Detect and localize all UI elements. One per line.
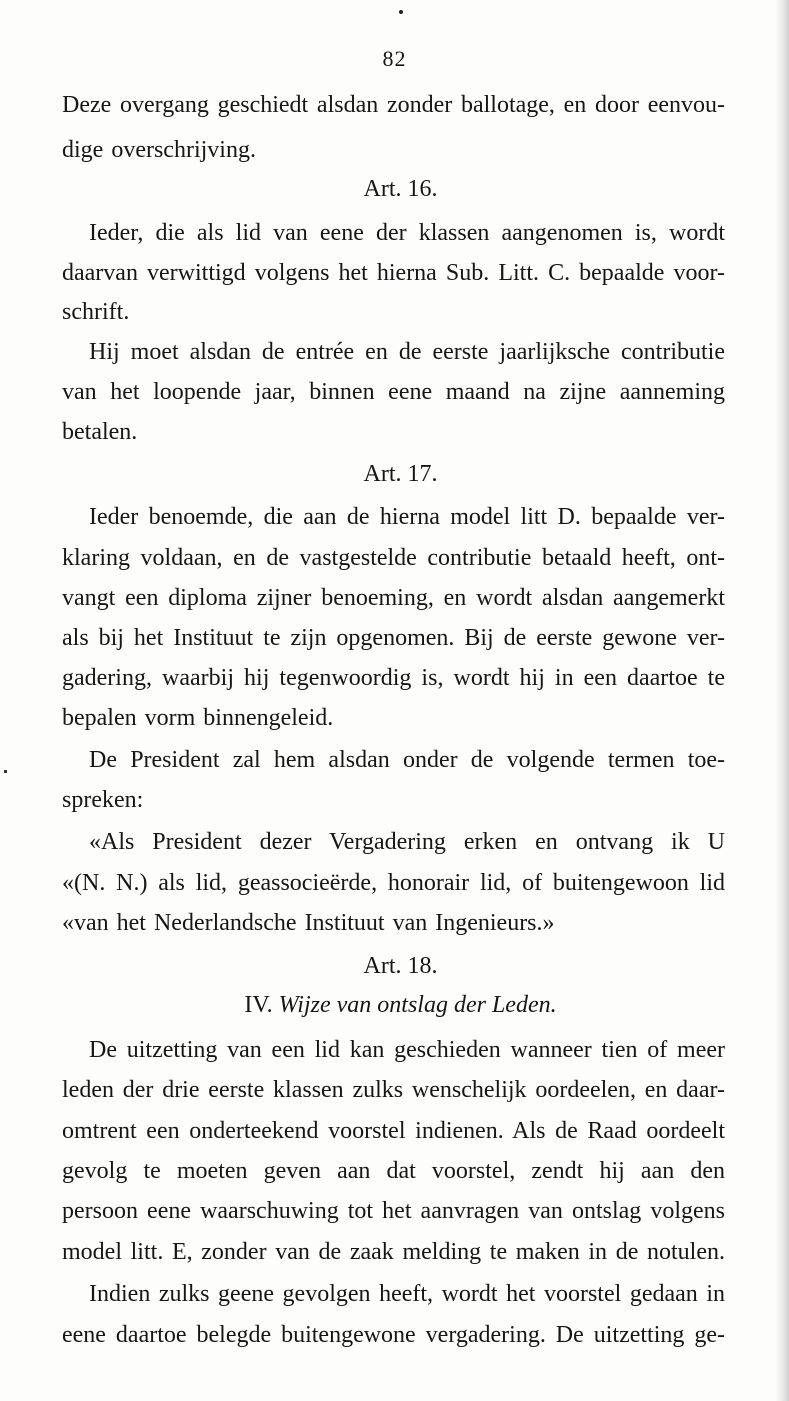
section-title: Wijze van ontslag der Leden. — [278, 992, 557, 1018]
text-line: schrift. — [62, 299, 130, 325]
text-line: De uitzetting van een lid kan geschieden wanneer tien of meer — [89, 1037, 725, 1063]
article-heading: Art. 17. — [363, 461, 438, 487]
print-mark — [399, 10, 403, 14]
text-line: als bij het Instituut te zijn opgenomen. Bij de eerste gewone ver- — [62, 625, 725, 651]
text-line: eene daartoe belegde buitengewone vergadering. De uitzetting ge- — [62, 1322, 725, 1348]
article-heading: Art. 18. — [363, 953, 438, 979]
text-line: gadering, waarbij hij tegenwoordig is, wordt hij in een daartoe te — [62, 665, 725, 691]
text-line: Ieder benoemde, die aan de hierna model litt D. bepaalde ver- — [89, 504, 725, 530]
text-line: leden der drie eerste klassen zulks wenschelijk oordeelen, en daar- — [62, 1077, 725, 1103]
text-line: Hij moet alsdan de entrée en de eerste jaarlijksche contributie — [89, 339, 725, 365]
text-line: vangt een diploma zijner benoeming, en wordt alsdan aangemerkt — [62, 585, 725, 611]
text-line: betalen. — [62, 419, 138, 445]
text-line: klaring voldaan, en de vastgestelde contributie betaald heeft, ont- — [62, 545, 725, 571]
article-heading: Art. 16. — [363, 176, 438, 202]
quote-line: «Als President dezer Vergadering erken en ontvang ik U — [89, 829, 725, 855]
text-line: De President zal hem alsdan onder de volgende termen toe- — [89, 747, 725, 773]
text-line: omtrent een onderteekend voorstel indienen. Als de Raad oordeelt — [62, 1118, 725, 1144]
page-gutter-shadow — [775, 0, 789, 1401]
text-line: persoon eene waarschuwing tot het aanvragen van ontslag volgens — [62, 1198, 725, 1224]
text-line: van het loopende jaar, binnen eene maand na zijne aanneming — [62, 379, 725, 405]
text-line: model litt. E, zonder van de zaak melding te maken in de notulen. — [62, 1239, 725, 1265]
text-line: dige overschrijving. — [62, 137, 256, 163]
text-line: gevolg te moeten geven aan dat voorstel, zendt hij aan den — [62, 1158, 725, 1184]
text-line: Ieder, die als lid van eene der klassen aangenomen is, wordt — [89, 220, 725, 246]
section-heading — [6, 990, 789, 1020]
margin-mark — [4, 770, 7, 773]
text-line: spreken: — [62, 787, 144, 813]
text-line: Deze overgang geschiedt alsdan zonder ballotage, en door eenvou- — [62, 92, 725, 118]
section-numeral: IV. — [244, 992, 273, 1018]
text-line: daarvan verwittigd volgens het hierna Sub. Litt. C. bepaalde voor- — [62, 260, 725, 286]
quote-line: «(N. N.) als lid, geassocieërde, honorair lid, of buitengewoon lid — [62, 870, 725, 896]
quote-line: «van het Nederlandsche Instituut van Ingenieurs.» — [62, 910, 555, 936]
text-line: bepalen vorm binnengeleid. — [62, 705, 334, 731]
page-number: 82 — [382, 46, 407, 71]
text-line: Indien zulks geene gevolgen heeft, wordt het voorstel gedaan in — [89, 1281, 725, 1307]
